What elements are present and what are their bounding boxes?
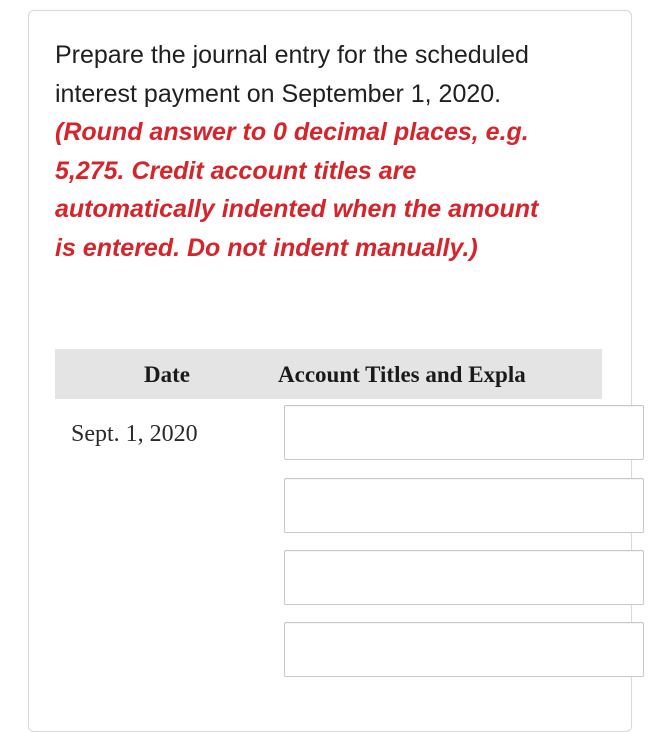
account-title-input[interactable] [284,622,644,677]
account-titles-column-header: Account Titles and Expla [278,362,526,387]
question-rounding-note: (Round answer to 0 decimal places, e.g. 5,275. Credit account titles are automatically indented when the amount is entered. Do not indent manually.) [55,118,539,262]
account-title-input[interactable] [284,478,644,533]
account-title-input[interactable] [284,550,644,605]
account-title-input[interactable] [284,405,644,460]
journal-table-header [55,349,602,399]
question-text: Prepare the journal entry for the scheduled interest payment on September 1, 2020. [55,41,529,108]
date-cell: Sept. 1, 2020 [71,421,198,447]
date-column-header: Date [144,362,190,387]
question-instructions [55,36,555,267]
